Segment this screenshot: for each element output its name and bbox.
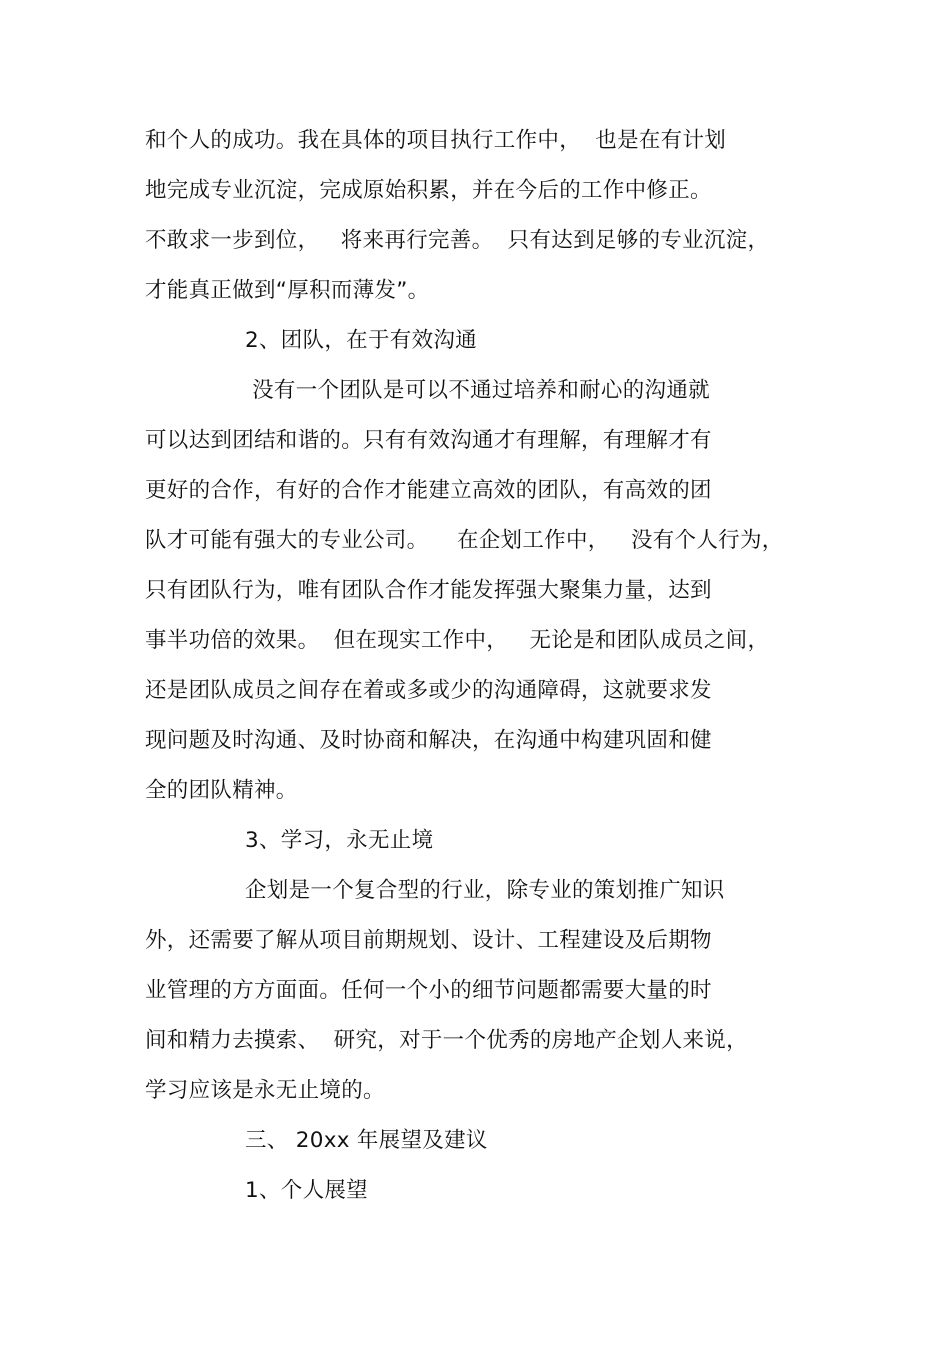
paragraph-line: 间和精力去摸索、 研究，对于一个优秀的房地产企划人来说， [145,1028,748,1053]
paragraph-line: 和个人的成功。我在具体的项目执行工作中， 也是在有计划 [145,128,727,153]
paragraph-line: 更好的合作，有好的合作才能建立高效的团队，有高效的团 [145,478,712,503]
paragraph-line: 学习应该是永无止境的。 [145,1078,385,1103]
paragraph-line: 外，还需要了解从项目前期规划、设计、工程建设及后期物 [145,928,712,953]
paragraph-line: 事半功倍的效果。 但在现实工作中， 无论是和团队成员之间， [145,628,770,653]
paragraph-line: 地完成专业沉淀，完成原始积累，并在今后的工作中修正。 [145,178,712,203]
section-heading: 三、 20xx 年展望及建议 [245,1128,488,1153]
paragraph-line: 没有一个团队是可以不通过培养和耐心的沟通就 [245,378,710,403]
paragraph-line: 业管理的方方面面。任何一个小的细节问题都需要大量的时 [145,978,712,1003]
paragraph-line: 全的团队精神。 [145,778,298,803]
paragraph-line: 只有团队行为，唯有团队合作才能发挥强大聚集力量，达到 [145,578,712,603]
paragraph-line: 才能真正做到“厚积而薄发”。 [145,278,430,303]
paragraph-line: 不敢求一步到位， 将来再行完善。 只有达到足够的专业沉淀， [145,228,770,253]
section-heading: 3、学习，永无止境 [245,828,434,853]
paragraph-line: 还是团队成员之间存在着或多或少的沟通障碍，这就要求发 [145,678,712,703]
paragraph-line: 企划是一个复合型的行业，除专业的策划推广知识 [245,878,725,903]
paragraph-line: 现问题及时沟通、及时协商和解决，在沟通中构建巩固和健 [145,728,712,753]
paragraph-line: 队才可能有强大的专业公司。 在企划工作中， 没有个人行为， [145,528,784,553]
section-heading: 1、个人展望 [245,1178,368,1203]
section-heading: 2、团队，在于有效沟通 [245,328,477,353]
paragraph-line: 可以达到团结和谐的。只有有效沟通才有理解，有理解才有 [145,428,712,453]
